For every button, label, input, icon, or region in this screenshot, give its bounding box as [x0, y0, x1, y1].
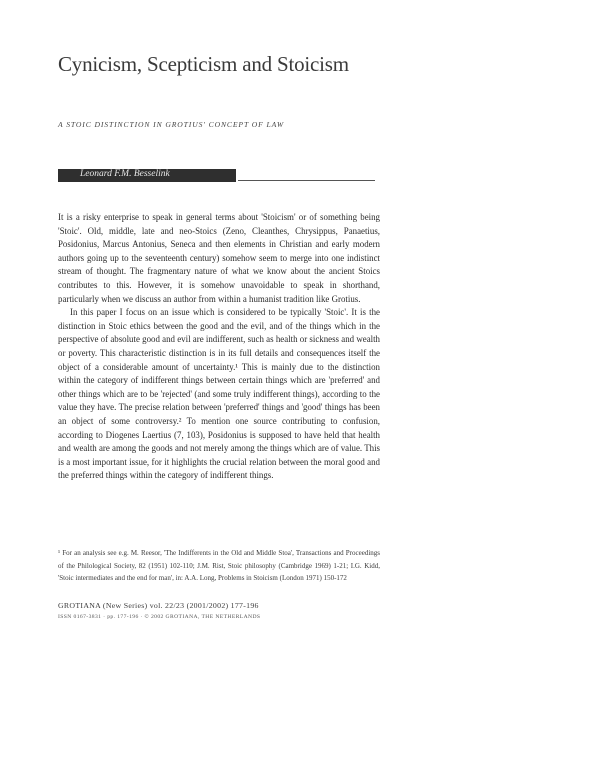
body-text [58, 211, 380, 483]
footnote: ¹ For an analysis see e.g. M. Reesor, 'The Indifferents in the Old and Middle Stoa', Transactions and Proceedings of the Philological Society, 82 (1951) 102-110; J.M. Rist, Stoic philosophy (Cambridge 1969) 1-21; I.G. Kidd, 'Stoic intermediates and the end for man', in: A.A. Long, Problems in Stoicism (London 1971) 150-172 [58, 549, 380, 583]
author-name: Leonard F.M. Besselink [80, 169, 170, 179]
author-box [58, 169, 236, 182]
article-title: Cynicism, Scepticism and Stoicism [58, 52, 349, 76]
article-subtitle: A STOIC DISTINCTION IN GROTIUS' CONCEPT OF LAW [58, 120, 285, 129]
journal-imprint: ISSN 0167-3831 · pp. 177-196 · © 2002 GROTIANA, THE NETHERLANDS [58, 614, 261, 620]
paragraph-2: In this paper I focus on an issue which is considered to be typically 'Stoic'. It is the distinction in Stoic ethics between the good and the evil, and of the things which in the perspective of absolute good and evil are indifferent, such as health or sickness and wealth or poverty. This characteristic distinction is in its full details and consequences itself the object of a considerable amount of uncertainty.¹ This is mainly due to the distinction within the category of indifferent things between certain things which are 'preferred' and other things which are to be 'rejected' (and some truly indifferent things), according to the value they have. The precise relation between 'preferred' things and 'good' things has been an object of some controversy.² To mention one source contributing to confusion, according to Diogenes Laertius (7, 103), Posidonius is supposed to have held that health and wealth are among the goods and not merely among the things which are of value. This is a most important issue, for it highlights the crucial relation between the moral good and the preferred things within the category of indifferent things. [58, 307, 380, 481]
paragraph-1: It is a risky enterprise to speak in general terms about 'Stoicism' or of something being 'Stoic'. Old, middle, late and neo-Stoics (Zeno, Cleanthes, Chrysippus, Panaetius, Posidonius, Marcus Antonius, Seneca and then elements in Christian and early modern authors going up to the seventeenth century) somehow seem to merge into one indistinct stream of thought. The fragmentary nature of what we know about the ancient Stoics contributes to this. However, it is somehow unavoidable to speak in shorthand, particularly when we discuss an author from within a humanist tradition like Grotius. [58, 212, 380, 304]
author-rule [238, 180, 375, 181]
author-banner [58, 169, 375, 183]
journal-citation: GROTIANA (New Series) vol. 22/23 (2001/2002) 177-196 [58, 601, 259, 610]
